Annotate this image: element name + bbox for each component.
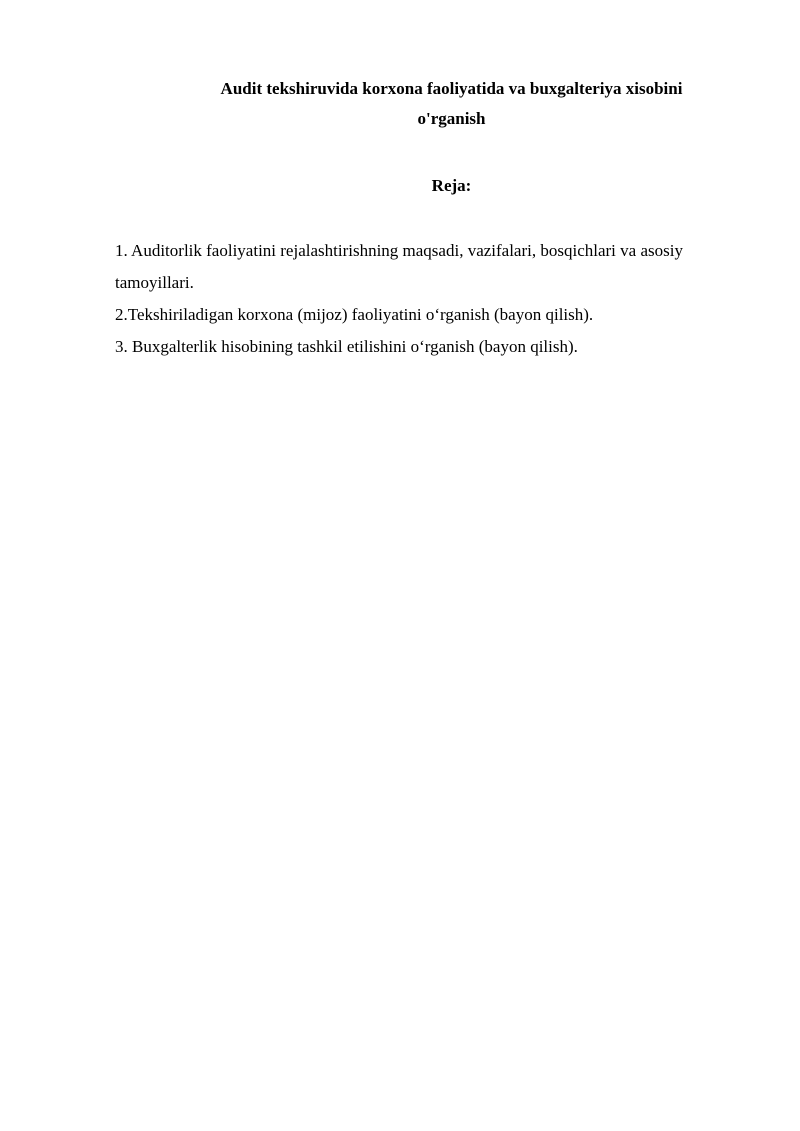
title-line-1: Audit tekshiruvida korxona faoliyatida va buxgalteriya xisobini [220, 79, 683, 98]
plan-list [115, 235, 755, 363]
plan-item-2: 2.Tekshiriladigan korxona (mijoz) faoliyatini o‘rganish (bayon qilish). [115, 305, 594, 324]
title-line-2: o'rganish [417, 109, 486, 128]
plan-item-1: 1. Auditorlik faoliyatini rejalashtirishning maqsadi, vazifalari, bosqichlari va asosiy tamoyillari. [115, 241, 683, 292]
plan-item-3: 3. Buxgalterlik hisobining tashkil etilishini o‘rganish (bayon qilish). [115, 337, 578, 356]
document-title [115, 74, 788, 134]
plan-heading: Reja: [431, 176, 472, 195]
